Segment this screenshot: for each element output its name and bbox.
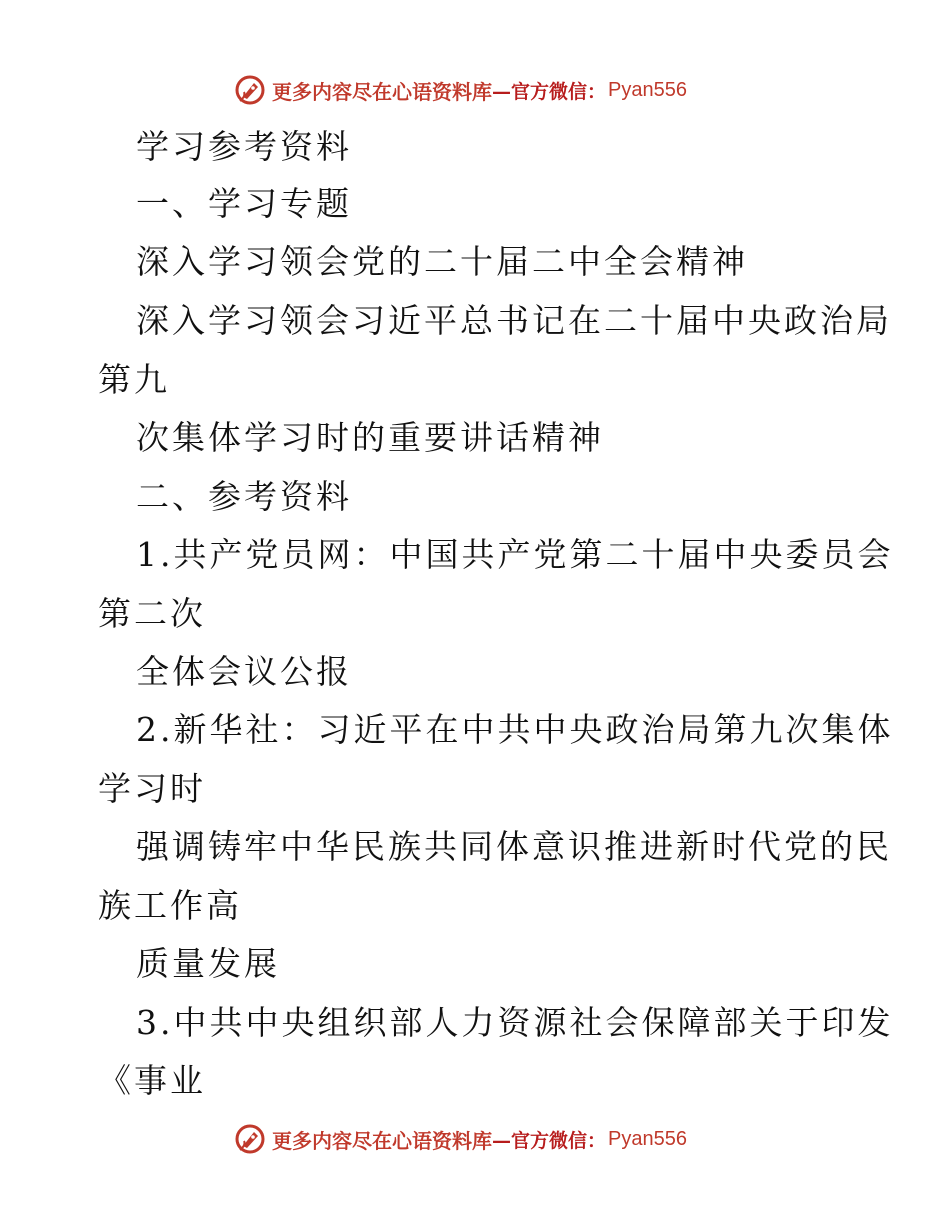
watermark-text: 更多内容尽在心语资料库: [272, 79, 492, 104]
pen-nib-circle-icon: [234, 74, 266, 106]
reference-item: 1.共产党员网：中国共产党第二十届中央委员会: [136, 535, 894, 574]
paragraph-line: 全体会议公报: [136, 652, 352, 691]
footer-watermark: [234, 1122, 687, 1156]
header-watermark: [234, 73, 687, 107]
paragraph-line: 深入学习领会习近平总书记在二十届中央政治局: [136, 301, 892, 340]
paragraph-line: 第二次: [98, 594, 206, 633]
reference-item: 2.新华社：习近平在中共中央政治局第九次集体: [136, 710, 894, 749]
paragraph-line: 强调铸牢中华民族共同体意识推进新时代党的民: [136, 827, 892, 866]
section-heading: 一、学习专题: [136, 184, 352, 223]
paragraph-line: 族工作高: [98, 886, 242, 925]
watermark-separator: —官方微信：: [492, 80, 607, 103]
section-heading: 二、参考资料: [136, 477, 352, 516]
paragraph-line: 第九: [98, 360, 170, 399]
watermark-wechat-id: Pyan556: [608, 1127, 687, 1150]
paragraph-line: 质量发展: [136, 944, 280, 983]
watermark-separator: —官方微信：: [492, 1129, 607, 1152]
paragraph-line: 《事业: [98, 1061, 206, 1100]
watermark-text: 更多内容尽在心语资料库: [272, 1128, 492, 1153]
reference-item: 3.中共中央组织部人力资源社会保障部关于印发: [136, 1003, 894, 1042]
watermark-wechat-id: Pyan556: [608, 78, 687, 101]
document-title: 学习参考资料: [136, 127, 352, 166]
paragraph-line: 学习时: [98, 769, 206, 808]
paragraph-line: 深入学习领会党的二十届二中全会精神: [136, 242, 748, 281]
pen-nib-circle-icon: [234, 1123, 266, 1155]
paragraph-line: 次集体学习时的重要讲话精神: [136, 418, 604, 457]
